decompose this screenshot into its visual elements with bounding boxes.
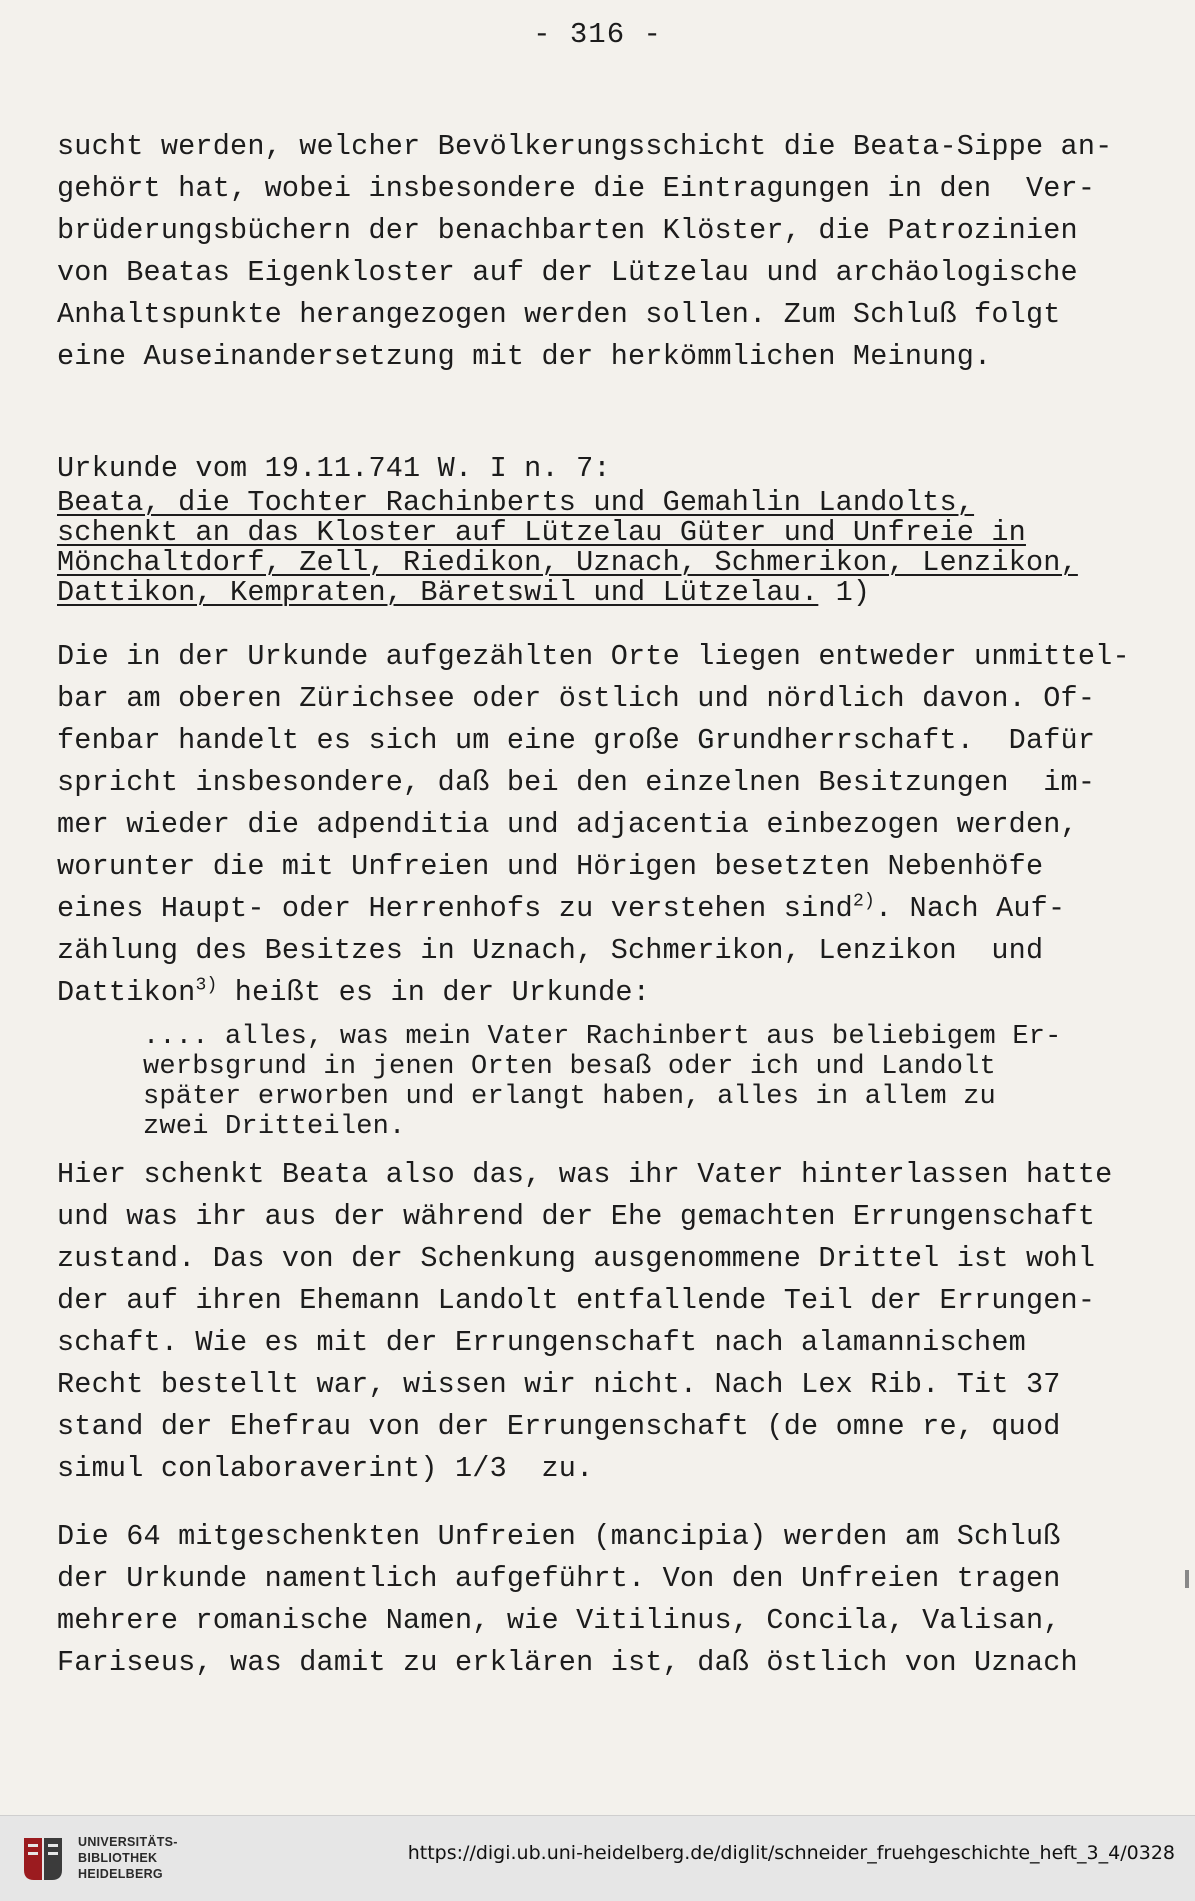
- text-line: der auf ihren Ehemann Landolt entfallende Teil der Errungen-: [57, 1284, 1096, 1317]
- text-line: schaft. Wie es mit der Errungenschaft nach alamannischem: [57, 1326, 1026, 1359]
- text-line: Recht bestellt war, wissen wir nicht. Nach Lex Rib. Tit 37: [57, 1368, 1061, 1401]
- text-line: gehört hat, wobei insbesondere die Eintragungen in den Ver-: [57, 172, 1096, 205]
- charter-heading: Urkunde vom 19.11.741 W. I n. 7:: [57, 452, 611, 485]
- quote-line: später erworben und erlangt haben, alles in allem zu: [143, 1082, 996, 1112]
- text-line: eine Auseinandersetzung mit der herkömmlichen Meinung.: [57, 340, 992, 373]
- text-line: Hier schenkt Beata also das, was ihr Vater hinterlassen hatte: [57, 1158, 1113, 1191]
- charter-title-text: Dattikon, Kempraten, Bäretswil und Lützelau.: [57, 576, 819, 609]
- permalink-url[interactable]: https://digi.ub.uni-heidelberg.de/diglit/schneider_fruehgeschichte_heft_3_4/0328: [407, 1842, 1175, 1864]
- text-line: simul conlaboraverint) 1/3 zu.: [57, 1452, 594, 1485]
- library-name-line: UNIVERSITÄTS-: [78, 1835, 178, 1849]
- text-line: spricht insbesondere, daß bei den einzelnen Besitzungen im-: [57, 766, 1096, 799]
- text-line: fenbar handelt es sich um eine große Grundherrschaft. Dafür: [57, 724, 1096, 757]
- text-line: [57, 976, 650, 1009]
- text-line: Anhaltspunkte herangezogen werden sollen. Zum Schluß folgt: [57, 298, 1061, 331]
- quote-line: werbsgrund in jenen Orten besaß oder ich und Landolt: [143, 1052, 996, 1082]
- text-line: worunter die mit Unfreien und Hörigen besetzten Nebenhöfe: [57, 850, 1044, 883]
- footnote-ref: 1): [818, 576, 871, 609]
- line-text: Dattikon: [57, 976, 196, 1009]
- charter-title-line: schenkt an das Kloster auf Lützelau Güter und Unfreie in: [57, 516, 1026, 549]
- text-line: bar am oberen Zürichsee oder östlich und nördlich davon. Of-: [57, 682, 1096, 715]
- text-line: von Beatas Eigenkloster auf der Lützelau und archäologische: [57, 256, 1078, 289]
- quote-line: zwei Dritteilen.: [143, 1112, 406, 1142]
- footnote-ref: 3): [195, 975, 218, 996]
- footnote-ref: 2): [852, 891, 875, 912]
- quote-line: .... alles, was mein Vater Rachinbert aus beliebigem Er-: [143, 1022, 1062, 1052]
- text-line: stand der Ehefrau von der Errungenschaft (de omne re, quod: [57, 1410, 1061, 1443]
- line-text: heißt es in der Urkunde:: [217, 976, 651, 1009]
- text-line: mehrere romanische Namen, wie Vitilinus, Concila, Valisan,: [57, 1604, 1061, 1637]
- text-line: der Urkunde namentlich aufgeführt. Von den Unfreien tragen: [57, 1562, 1061, 1595]
- text-line: Die 64 mitgeschenkten Unfreien (mancipia) werden am Schluß: [57, 1520, 1061, 1553]
- text-line: Die in der Urkunde aufgezählten Orte liegen entweder unmittel-: [57, 640, 1130, 673]
- footer-bar: [0, 1815, 1195, 1901]
- text-line: brüderungsbüchern der benachbarten Klöster, die Patrozinien: [57, 214, 1078, 247]
- text-line: mer wieder die adpenditia und adjacentia einbezogen werden,: [57, 808, 1078, 841]
- text-line: und was ihr aus der während der Ehe gemachten Errungenschaft: [57, 1200, 1096, 1233]
- line-text: eines Haupt- oder Herrenhofs zu verstehen sind: [57, 892, 853, 925]
- charter-title-line: Beata, die Tochter Rachinberts und Gemahlin Landolts,: [57, 486, 975, 519]
- library-name: [78, 1834, 178, 1882]
- page-edge-mark: [1185, 1570, 1189, 1588]
- text-line: [57, 892, 1065, 925]
- line-text: . Nach Auf-: [874, 892, 1066, 925]
- text-line: Fariseus, was damit zu erklären ist, daß östlich von Uznach: [57, 1646, 1078, 1679]
- charter-title-line: Mönchaltdorf, Zell, Riedikon, Uznach, Schmerikon, Lenzikon,: [57, 546, 1078, 579]
- page-number: - 316 -: [533, 18, 662, 51]
- library-logo-icon: [18, 1830, 68, 1886]
- library-name-line: HEIDELBERG: [78, 1867, 163, 1881]
- text-line: zustand. Das von der Schenkung ausgenommene Drittel ist wohl: [57, 1242, 1096, 1275]
- charter-title-line: [57, 576, 870, 609]
- text-line: sucht werden, welcher Bevölkerungsschicht die Beata-Sippe an-: [57, 130, 1113, 163]
- text-line: zählung des Besitzes in Uznach, Schmerikon, Lenzikon und: [57, 934, 1044, 967]
- library-name-line: BIBLIOTHEK: [78, 1851, 158, 1865]
